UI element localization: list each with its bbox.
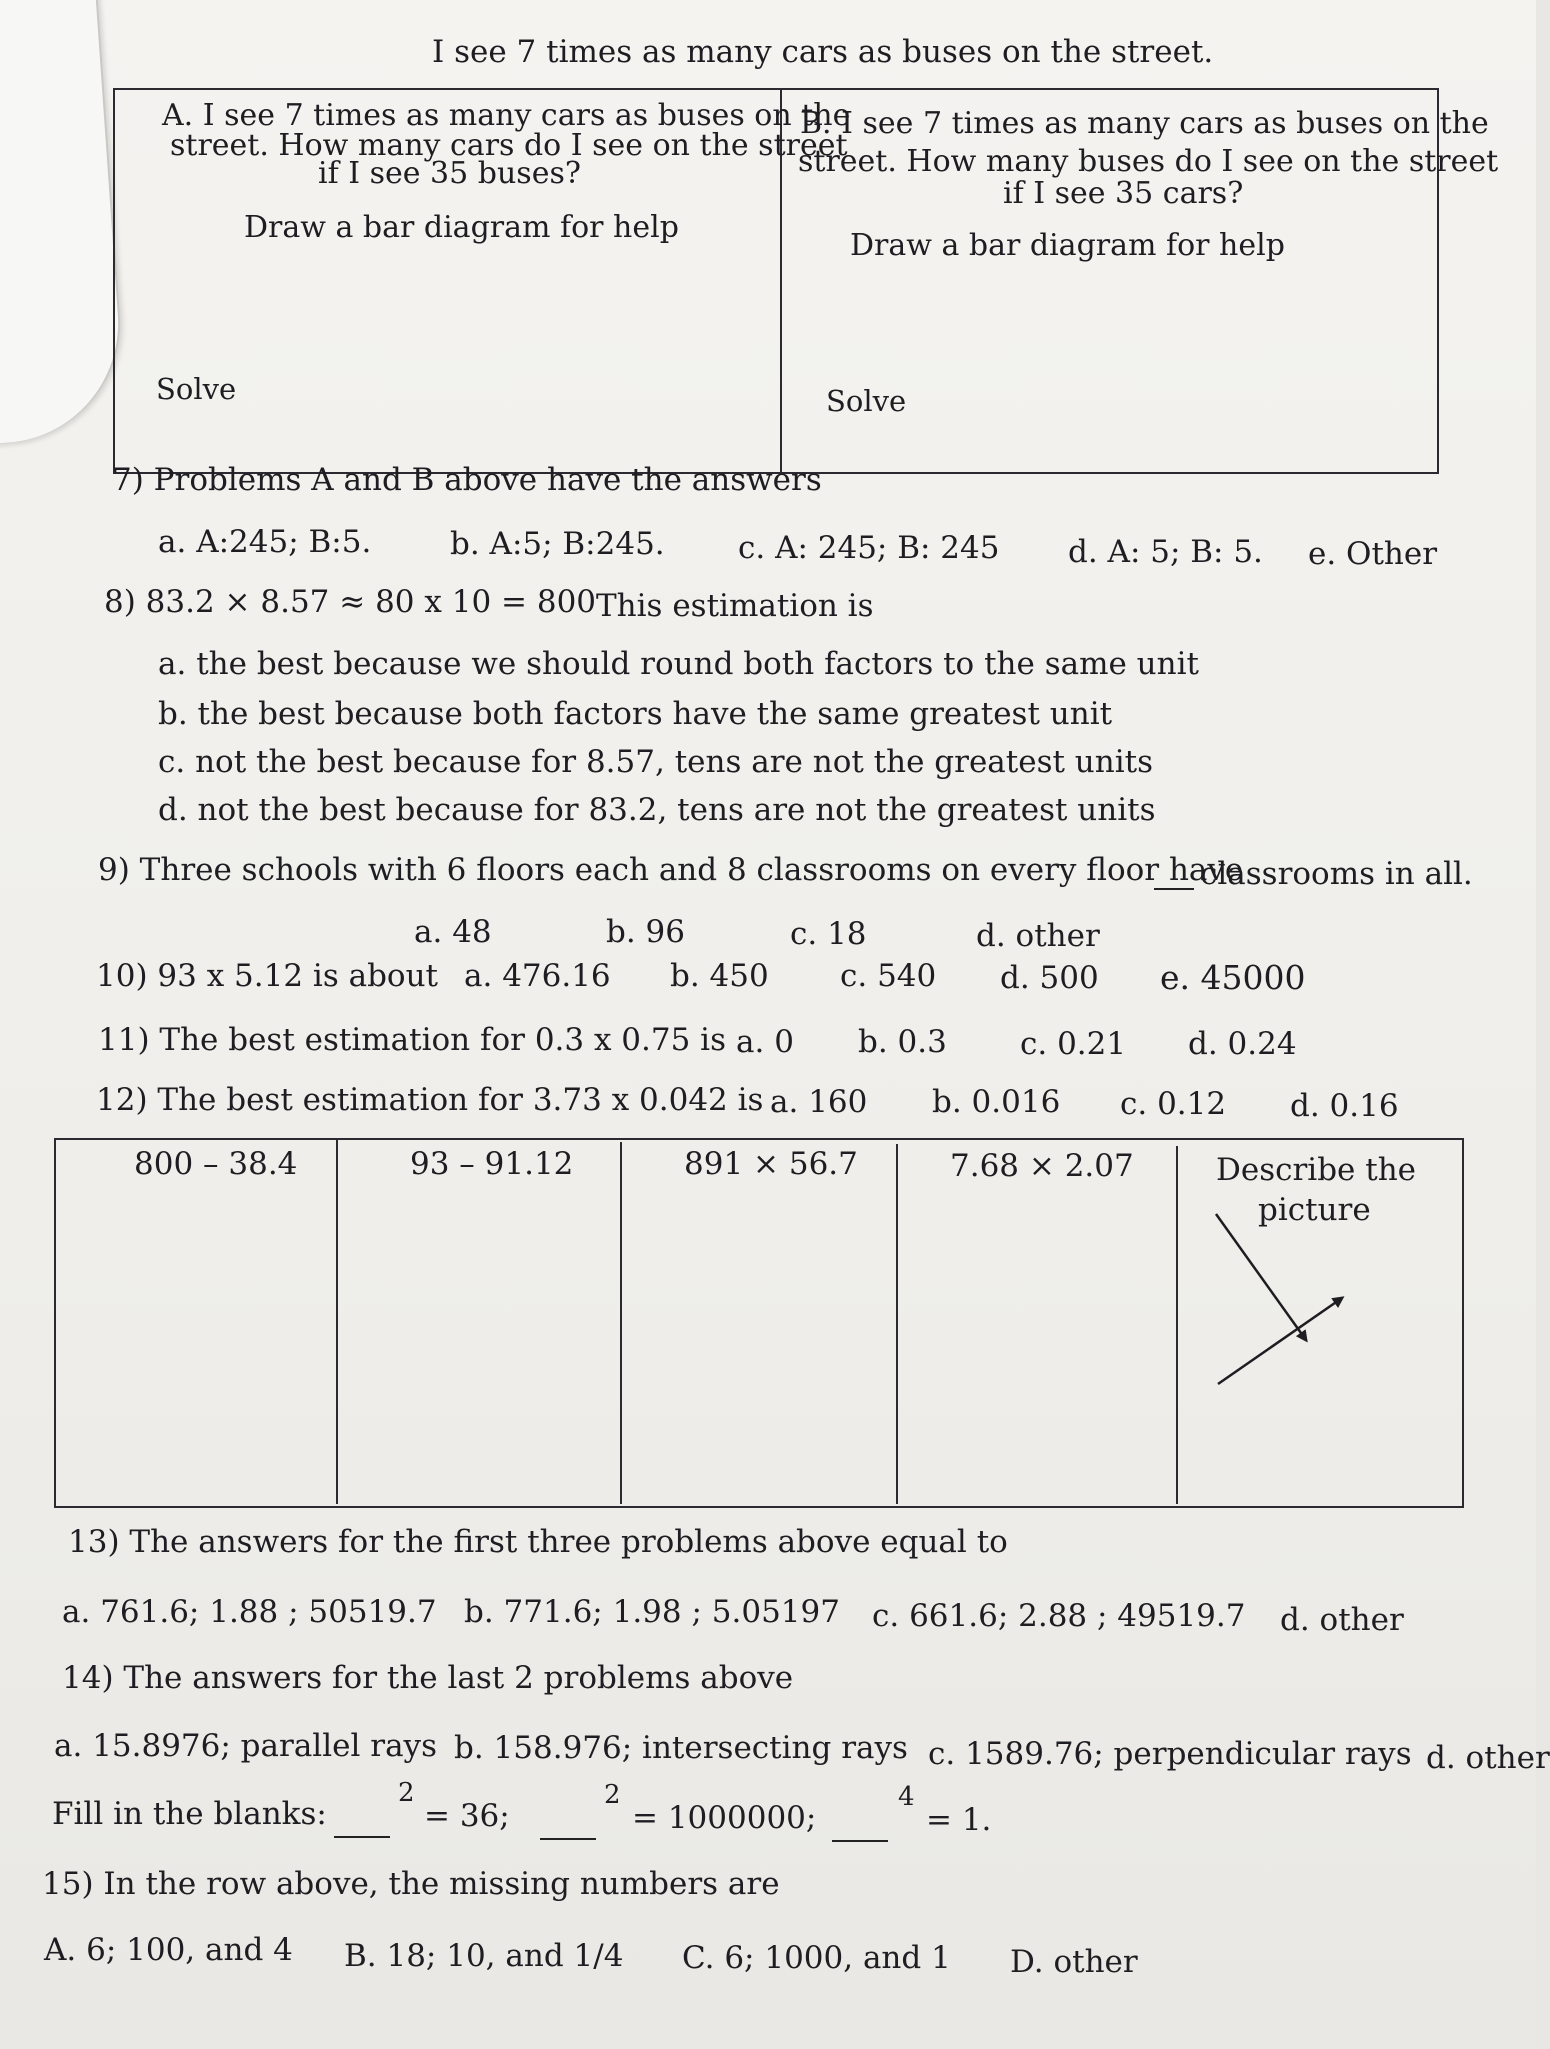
fill-exponent-3: 4 [898, 1782, 915, 1812]
q13-option-b: b. 771.6; 1.98 ; 5.05197 [464, 1594, 840, 1630]
q10-option-d: d. 500 [1000, 960, 1099, 996]
problem-a-line2: street. How many cars do I see on the street [170, 128, 848, 163]
fill-blank-1 [334, 1800, 390, 1838]
grid-divider-3 [896, 1144, 898, 1504]
q12-question: 12) The best estimation for 3.73 x 0.042 is [96, 1082, 764, 1118]
ray-one [1216, 1214, 1306, 1340]
q15-option-c: C. 6; 1000, and 1 [682, 1940, 951, 1976]
fill-exponent-1: 2 [398, 1778, 415, 1808]
q14-option-b: b. 158.976; intersecting rays [454, 1730, 908, 1766]
q13-question: 13) The answers for the first three problems above equal to [68, 1524, 1008, 1560]
grid-divider-4 [1176, 1146, 1178, 1504]
fill-blank-2 [540, 1802, 596, 1840]
q15-option-b: B. 18; 10, and 1/4 [344, 1938, 624, 1974]
problem-b-line2: street. How many buses do I see on the street [798, 144, 1499, 179]
problem-b-line3: if I see 35 cars? [1003, 176, 1244, 211]
q9-tail: classrooms in all. [1200, 856, 1473, 892]
problem-a-solve: Solve [156, 372, 237, 406]
q13-option-c: c. 661.6; 2.88 ; 49519.7 [872, 1598, 1246, 1634]
q10-question: 10) 93 x 5.12 is about [96, 958, 438, 994]
q9-question: 9) Three schools with 6 floors each and 8 classrooms on every floor have [98, 852, 1244, 888]
q9-blank [1154, 852, 1194, 890]
q7-question: 7) Problems A and B above have the answers [112, 462, 822, 498]
q13-option-a: a. 761.6; 1.88 ; 50519.7 [62, 1594, 437, 1630]
q8-option-d: d. not the best because for 83.2, tens are not the greatest units [158, 792, 1156, 828]
q9-option-d: d. other [976, 918, 1100, 954]
grid-divider-1 [336, 1140, 338, 1504]
fill-equation-1: = 36; [424, 1798, 510, 1834]
q8-option-b: b. the best because both factors have the same greatest unit [158, 696, 1113, 732]
q8-option-a: a. the best because we should round both factors to the same unit [158, 646, 1199, 682]
underlying-page-corner [0, 0, 128, 445]
grid-cell-4: 7.68 × 2.07 [950, 1148, 1134, 1184]
q9-option-b: b. 96 [606, 914, 685, 950]
fill-equation-3: = 1. [926, 1802, 992, 1838]
problem-b-line1: B. I see 7 times as many cars as buses on the [800, 106, 1489, 141]
q9-option-a: a. 48 [414, 914, 492, 950]
problem-b-hint: Draw a bar diagram for help [850, 228, 1285, 263]
grid-cell-1: 800 – 38.4 [134, 1146, 298, 1182]
q12-option-b: b. 0.016 [932, 1084, 1061, 1120]
grid-divider-2 [620, 1142, 622, 1504]
q15-question: 15) In the row above, the missing numbers are [42, 1866, 780, 1902]
header-statement: I see 7 times as many cars as buses on the street. [432, 34, 1214, 70]
q7-option-c: c. A: 245; B: 245 [738, 530, 1000, 566]
fill-label: Fill in the blanks: [52, 1796, 327, 1832]
q11-option-d: d. 0.24 [1188, 1026, 1297, 1062]
q10-option-a: a. 476.16 [464, 958, 611, 994]
problem-a-line3: if I see 35 buses? [318, 156, 581, 191]
ray-two [1218, 1298, 1342, 1384]
fill-blank-3 [832, 1804, 888, 1842]
grid-cell-2: 93 – 91.12 [410, 1146, 574, 1182]
fill-exponent-2: 2 [604, 1780, 621, 1810]
q10-option-e: e. 45000 [1160, 958, 1306, 997]
problem-a-hint: Draw a bar diagram for help [244, 210, 679, 245]
q8-question: 8) 83.2 × 8.57 ≈ 80 x 10 = 800 [104, 584, 597, 620]
q14-option-c: c. 1589.76; perpendicular rays [928, 1736, 1412, 1772]
q8-tail: This estimation is [596, 588, 874, 624]
q14-question: 14) The answers for the last 2 problems above [62, 1660, 794, 1696]
q15-option-d: D. other [1010, 1944, 1138, 1980]
q15-option-a: A. 6; 100, and 4 [44, 1932, 293, 1968]
problem-a-line1: A. I see 7 times as many cars as buses on the [162, 98, 851, 133]
q11-option-b: b. 0.3 [858, 1024, 947, 1060]
q11-question: 11) The best estimation for 0.3 x 0.75 is [98, 1022, 727, 1058]
q14-option-d: d. other [1426, 1740, 1550, 1776]
q7-option-a: a. A:245; B:5. [158, 524, 372, 560]
q8-option-c: c. not the best because for 8.57, tens are not the greatest units [158, 744, 1154, 780]
q13-option-d: d. other [1280, 1602, 1404, 1638]
q10-option-b: b. 450 [670, 958, 769, 994]
grid-cell-3: 891 × 56.7 [684, 1146, 858, 1182]
fill-equation-2: = 1000000; [632, 1800, 817, 1836]
problem-b-solve: Solve [826, 384, 907, 418]
q7-option-b: b. A:5; B:245. [450, 526, 665, 562]
describe-line1: Describe the [1216, 1152, 1417, 1188]
q11-option-a: a. 0 [736, 1024, 794, 1060]
describe-line2: picture [1258, 1192, 1371, 1228]
q10-option-c: c. 540 [840, 958, 937, 994]
q7-option-e: e. Other [1308, 536, 1438, 572]
q11-option-c: c. 0.21 [1020, 1026, 1127, 1062]
q9-option-c: c. 18 [790, 916, 867, 952]
q12-option-a: a. 160 [770, 1084, 868, 1120]
q12-option-d: d. 0.16 [1290, 1088, 1399, 1124]
q14-option-a: a. 15.8976; parallel rays [54, 1728, 437, 1764]
intersecting-rays-figure [1196, 1200, 1356, 1400]
q12-option-c: c. 0.12 [1120, 1086, 1227, 1122]
q7-option-d: d. A: 5; B: 5. [1068, 534, 1263, 570]
